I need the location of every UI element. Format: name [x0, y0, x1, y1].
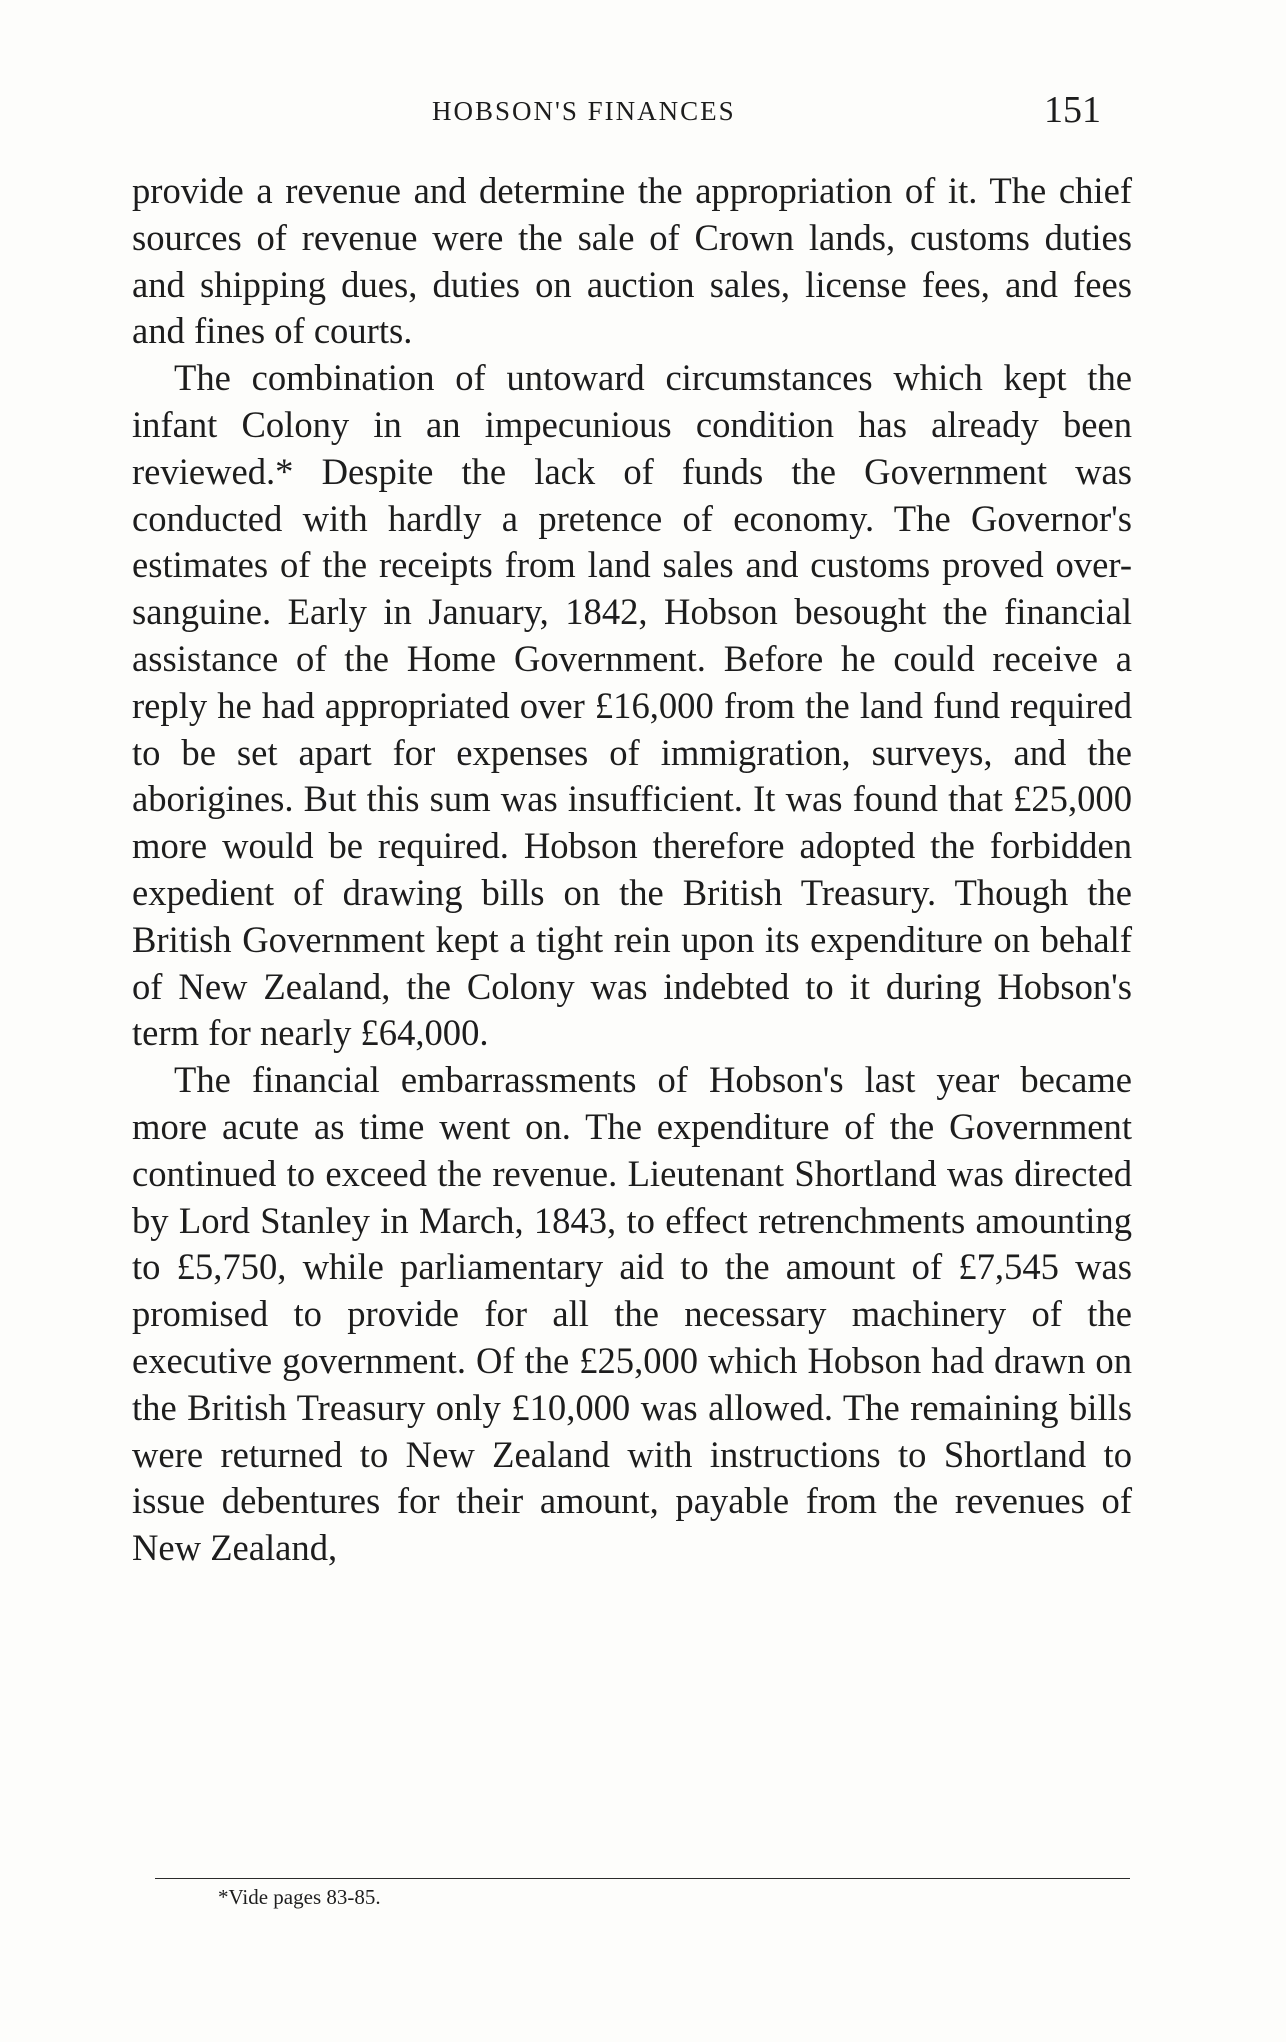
page-number: 151 [1044, 89, 1101, 131]
body-text [132, 168, 1132, 1572]
footnote-divider [155, 1878, 1130, 1879]
paragraph: The combination of untoward circumstances which kept the infant Colony in an impecunious condition has already been reviewed.* Despite the lack of funds the Government was conducted with hardly a pretence of economy. The Governor's estimates of the receipts from land sales and customs proved over-sanguine. Early in January, 1842, Hobson besought the financial assistance of the Home Government. Before he could receive a reply he had appropriated over £16,000 from the land fund required to be set apart for expenses of immigration, surveys, and the aborigines. But this sum was insufficient. It was found that £25,000 more would be required. Hobson therefore adopted the forbidden expedient of drawing bills on the British Treasury. Though the British Government kept a tight rein upon its expenditure on behalf of New Zealand, the Colony was indebted to it during Hobson's term for nearly £64,000. [132, 357, 1132, 1054]
paragraph-continued: provide a revenue and determine the appropriation of it. The chief sources of revenue were the sale of Crown lands, customs duties and shipping dues, duties on auction sales, license fees, and fees and fines of courts. [132, 170, 1132, 352]
footnote: *Vide pages 83-85. [218, 1885, 381, 1909]
running-head: HOBSON'S FINANCES [432, 96, 736, 126]
paragraph: The financial embarrassments of Hobson's last year became more acute as time went on. The expenditure of the Government continued to exceed the revenue. Lieutenant Shortland was directed by Lord Stanley in March, 1843, to effect retrenchments amounting to £5,750, while parliamentary aid to the amount of £7,545 was promised to provide for all the necessary machinery of the executive government. Of the £25,000 which Hobson had drawn on the British Treasury only £10,000 was allowed. The remaining bills were returned to New Zealand with instructions to Shortland to issue debentures for their amount, payable from the revenues of New Zealand, [132, 1059, 1132, 1569]
